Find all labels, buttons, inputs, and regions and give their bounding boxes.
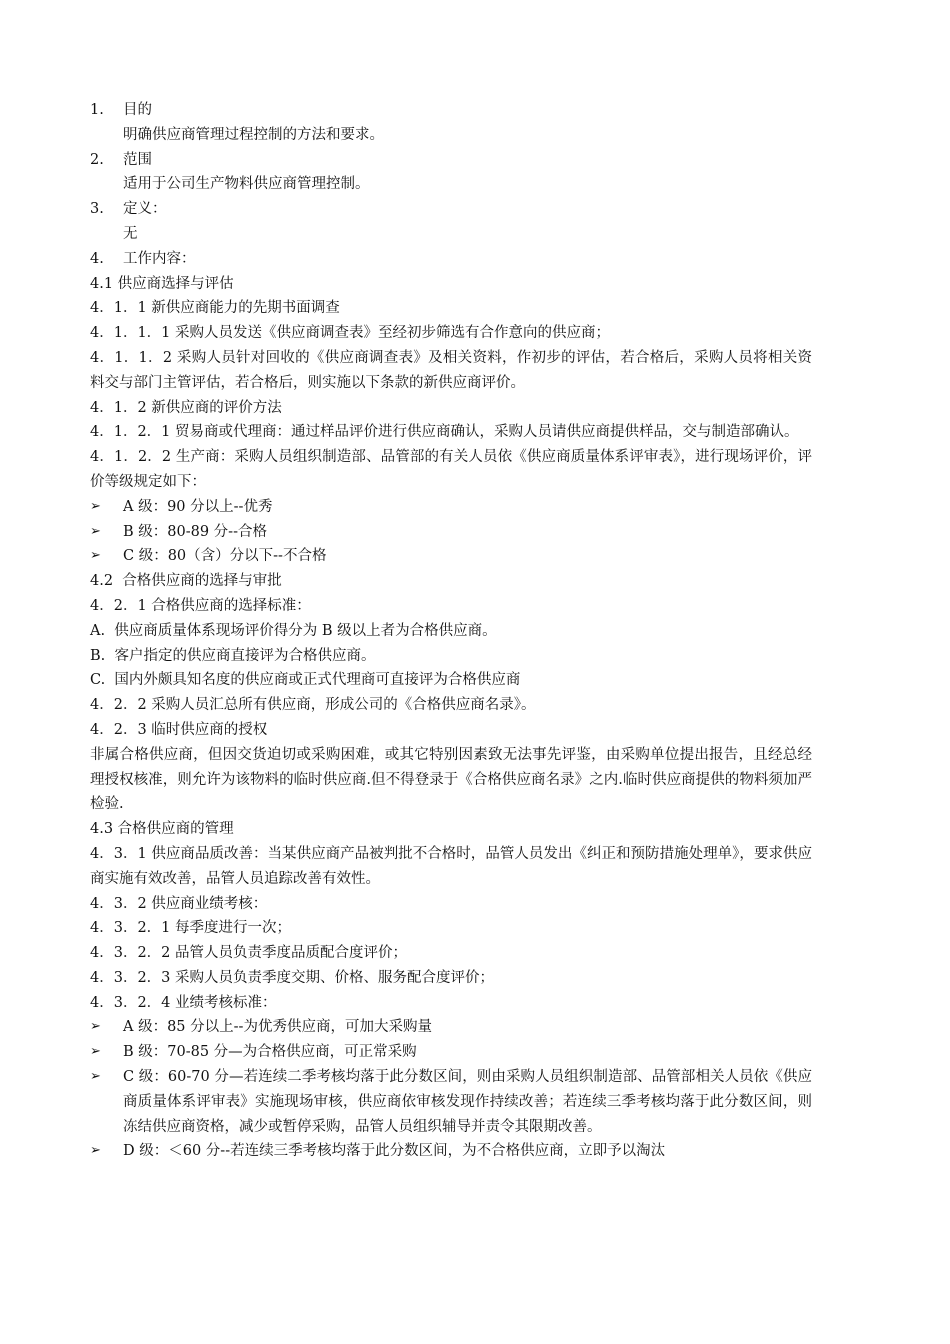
clause-4-2-3-paragraph: 非属合格供应商，但因交货迫切或采购困难，或其它特别因素致无法事先评鉴，由采购单位提出报告，且经总经理授权核准，则允许为该物料的临时供应商.但不得登录于《合格供应商名录》之内.临时供应商提供的物料须加严检验. xyxy=(90,746,812,813)
section-number: 4. xyxy=(90,250,104,267)
arrow-bullet-icon: ➢ xyxy=(90,548,101,564)
document-body xyxy=(90,98,812,1164)
section-number: 1. xyxy=(90,102,104,118)
rating-d-text: D 级：＜60 分--若连续三季考核均落于此分数区间，为不合格供应商，立即予以淘汰 xyxy=(123,1143,666,1160)
list-item xyxy=(90,520,812,545)
clause-4-1-2-1: 4．1．2．1 贸易商或代理商：通过样品评价进行供应商确认，采购人员请供应商提供样品，交与制造部确认。 xyxy=(90,424,799,441)
list-item xyxy=(90,1065,812,1139)
clause-4-3-2: 4．3．2 供应商业绩考核： xyxy=(90,895,268,912)
section-3-body: 无 xyxy=(123,225,138,242)
clause-4-3-2-3: 4．3．2．3 采购人员负责季度交期、价格、服务配合度评价； xyxy=(90,969,495,986)
arrow-bullet-icon: ➢ xyxy=(90,498,101,514)
section-2-heading xyxy=(90,148,812,173)
grade-b-text: B 级：80-89 分--合格 xyxy=(123,523,267,540)
section-number: 3. xyxy=(90,201,104,218)
section-title: 范围 xyxy=(123,151,152,168)
subsection-4-1: 4.1 供应商选择与评估 xyxy=(90,275,234,292)
clause-4-2-1: 4．2．1 合格供应商的选择标准： xyxy=(90,597,311,614)
arrow-bullet-icon: ➢ xyxy=(90,1019,101,1035)
subsection-4-2: 4.2 合格供应商的选择与审批 xyxy=(90,573,282,590)
section-4-heading xyxy=(90,247,812,272)
rating-a-text: A 级：85 分以上--为优秀供应商，可加大采购量 xyxy=(123,1019,432,1036)
section-1-body: 明确供应商管理过程控制的方法和要求。 xyxy=(123,126,384,143)
list-item xyxy=(90,1040,812,1065)
clause-4-1-1: 4．1．1 新供应商能力的先期书面调查 xyxy=(90,300,340,317)
rating-c-text: C 级：60-70 分—若连续二季考核均落于此分数区间，则由采购人员组织制造部、品管部相关人员依《供应商质量体系评审表》实施现场审核，供应商依审核发现作持续改善；若连续三季考核均落于此分数区间，则冻结供应商资格，减少或暂停采购，品管人员组织辅导并责令其限期改善。 xyxy=(123,1069,812,1135)
standard-b: B. 客户指定的供应商直接评为合格供应商。 xyxy=(90,647,376,664)
clause-4-3-2-2: 4．3．2．2 品管人员负责季度品质配合度评价； xyxy=(90,945,408,962)
arrow-bullet-icon: ➢ xyxy=(90,523,101,539)
clause-4-1-1-2: 4．1．1．2 采购人员针对回收的《供应商调查表》及相关资料，作初步的评估，若合格后，采购人员将相关资料交与部门主管评估，若合格后，则实施以下条款的新供应商评价。 xyxy=(90,349,812,391)
section-1-heading xyxy=(90,98,812,123)
section-title: 定义： xyxy=(123,201,167,218)
clause-4-1-1-1: 4．1．1．1 采购人员发送《供应商调查表》至经初步筛选有合作意向的供应商； xyxy=(90,325,611,342)
arrow-bullet-icon: ➢ xyxy=(90,1143,101,1159)
arrow-bullet-icon: ➢ xyxy=(90,1069,101,1085)
list-item xyxy=(90,1015,812,1040)
clause-4-3-2-1: 4．3．2．1 每季度进行一次； xyxy=(90,920,292,937)
list-item xyxy=(90,544,812,569)
subsection-4-3: 4.3 合格供应商的管理 xyxy=(90,821,234,838)
clause-4-3-1: 4．3．1 供应商品质改善：当某供应商产品被判批不合格时，品管人员发出《纠正和预防措施处理单》，要求供应商实施有效改善，品管人员追踪改善有效性。 xyxy=(90,845,812,887)
standard-a: A. 供应商质量体系现场评价得分为 B 级以上者为合格供应商。 xyxy=(90,622,497,639)
clause-4-1-2: 4．1．2 新供应商的评价方法 xyxy=(90,399,282,416)
list-item xyxy=(90,495,812,520)
rating-b-text: B 级：70-85 分—为合格供应商，可正常采购 xyxy=(123,1044,417,1061)
grade-a-text: A 级：90 分以上--优秀 xyxy=(123,498,273,515)
clause-4-2-2: 4．2．2 采购人员汇总所有供应商，形成公司的《合格供应商名录》。 xyxy=(90,697,536,714)
section-number: 2. xyxy=(90,151,104,168)
clause-4-3-2-4: 4．3．2．4 业绩考核标准： xyxy=(90,994,277,1011)
arrow-bullet-icon: ➢ xyxy=(90,1044,101,1060)
section-title: 目的 xyxy=(123,102,152,118)
list-item xyxy=(90,1139,812,1164)
section-title: 工作内容： xyxy=(123,250,196,267)
section-2-body: 适用于公司生产物料供应商管理控制。 xyxy=(123,176,370,193)
clause-4-1-2-2: 4．1．2．2 生产商：采购人员组织制造部、品管部的有关人员依《供应商质量体系评审表》，进行现场评价，评价等级规定如下： xyxy=(90,449,812,490)
grade-c-text: C 级：80（含）分以下--不合格 xyxy=(123,548,327,565)
clause-4-2-3: 4．2．3 临时供应商的授权 xyxy=(90,721,268,738)
section-3-heading xyxy=(90,197,812,222)
standard-c: C. 国内外颇具知名度的供应商或正式代理商可直接评为合格供应商 xyxy=(90,672,521,689)
